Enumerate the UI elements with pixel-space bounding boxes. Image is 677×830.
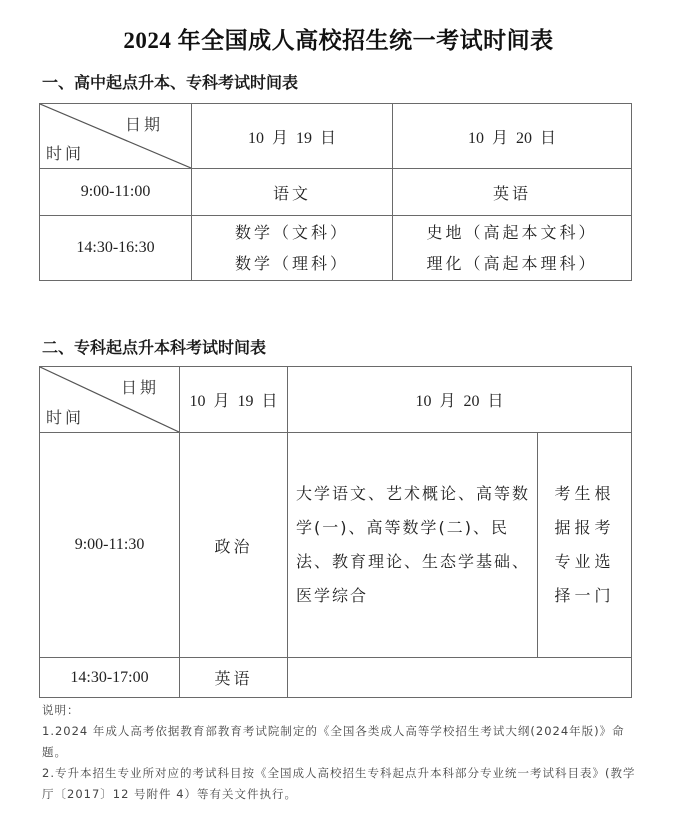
subject-cell [192, 216, 393, 281]
date-header-oct19: 10 月 19 日 [192, 104, 393, 169]
table-header-row [40, 367, 632, 433]
section2-heading: 二、专科起点升本科考试时间表 [42, 338, 267, 357]
document-title: 2024 年全国成人高校招生统一考试时间表 [123, 28, 554, 53]
date-header-oct19: 10 月 19 日 [180, 367, 288, 433]
table-row [40, 658, 632, 698]
date-header-oct20: 10 月 20 日 [288, 367, 632, 433]
date-axis-label: 日期 [124, 115, 163, 134]
subject-line: 数学（理科） [234, 254, 349, 273]
date-header-oct20: 10 月 20 日 [393, 104, 632, 169]
empty-cell [288, 658, 632, 698]
corner-header-cell [40, 367, 180, 433]
section1-heading: 一、高中起点升本、专科考试时间表 [42, 73, 299, 92]
schedule-table-upgrade [39, 366, 632, 698]
subject-cell: 英语 [180, 658, 288, 698]
subject-cell: 政治 [180, 433, 288, 658]
subject-cell: 语文 [192, 169, 393, 216]
time-slot: 14:30-16:30 [40, 216, 192, 281]
time-axis-label: 时间 [46, 144, 85, 163]
selection-note-cell: 考生根据报考专业选择一门 [538, 433, 632, 658]
notes-label: 说明： [42, 703, 80, 717]
table-row [40, 169, 632, 216]
table-row [40, 216, 632, 281]
subject-line: 理化（高起本理科） [426, 254, 598, 273]
subject-line: 数学（文科） [234, 223, 349, 242]
corner-header-cell [40, 104, 192, 169]
table-row [40, 433, 632, 658]
date-axis-label: 日期 [120, 378, 159, 397]
time-slot: 14:30-17:00 [40, 658, 180, 698]
time-slot: 9:00-11:00 [40, 169, 192, 216]
elective-subjects-cell: 大学语文、艺术概论、高等数学(一)、高等数学(二)、民法、教育理论、生态学基础、医学综合 [288, 433, 538, 658]
schedule-table-high-school [39, 103, 632, 281]
subject-cell [393, 216, 632, 281]
subject-line: 史地（高起本文科） [426, 223, 598, 242]
subject-cell: 英语 [393, 169, 632, 216]
table-header-row [40, 104, 632, 169]
note-item: 2.专升本招生专业所对应的考试科目按《全国成人高校招生专科起点升本科部分专业统一考试科目表》(教学厅〔2017〕12 号附件 4）等有关文件执行。 [42, 766, 636, 801]
time-slot: 9:00-11:30 [40, 433, 180, 658]
notes-section [42, 700, 642, 805]
note-item: 1.2024 年成人高考依据教育部教育考试院制定的《全国各类成人高等学校招生考试大纲(2024年版)》命题。 [42, 724, 625, 759]
time-axis-label: 时间 [46, 408, 85, 427]
